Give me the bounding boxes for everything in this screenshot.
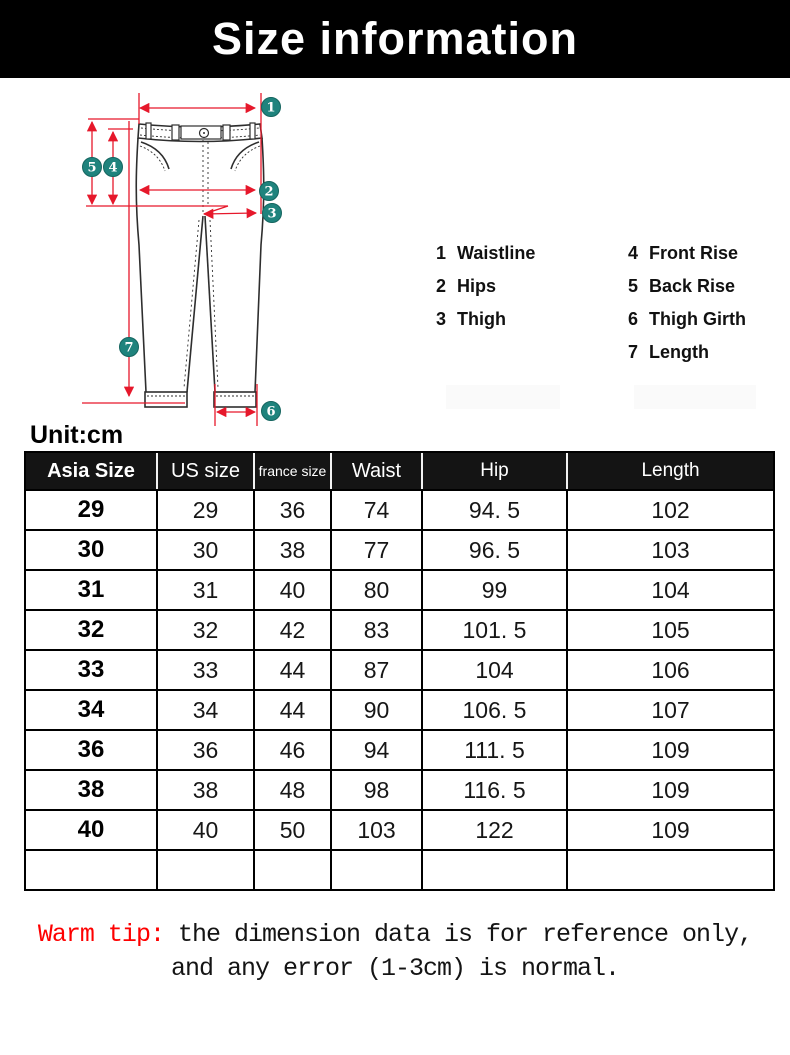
table-cell: 33 — [158, 649, 255, 689]
table-row — [26, 569, 773, 609]
table-cell: 83 — [332, 609, 423, 649]
table-cell — [255, 849, 332, 889]
warm-tip-text1: the dimension data is for reference only, — [177, 920, 753, 949]
svg-text:2: 2 — [264, 184, 274, 200]
table-cell: 29 — [158, 489, 255, 529]
column-header: Hip — [423, 453, 568, 489]
diagram-marker-4 — [104, 158, 123, 177]
table-cell: 103 — [568, 529, 773, 569]
legend-number: 1 — [436, 242, 447, 263]
table-cell: 38 — [158, 769, 255, 809]
table-cell: 99 — [423, 569, 568, 609]
table-cell: 32 — [158, 609, 255, 649]
table-cell: 32 — [26, 609, 158, 649]
column-header: Length — [568, 453, 773, 489]
legend-item-thigh-girth — [628, 309, 746, 329]
svg-text:7: 7 — [124, 340, 134, 356]
table-cell: 33 — [26, 649, 158, 689]
table-cell: 36 — [26, 729, 158, 769]
table-cell: 109 — [568, 769, 773, 809]
table-cell: 104 — [568, 569, 773, 609]
table-cell: 94 — [332, 729, 423, 769]
table-cell: 38 — [26, 769, 158, 809]
table-cell: 74 — [332, 489, 423, 529]
table-row — [26, 649, 773, 689]
table-cell: 36 — [255, 489, 332, 529]
table-cell: 31 — [158, 569, 255, 609]
legend-label: Length — [649, 341, 709, 362]
svg-text:6: 6 — [266, 404, 276, 420]
diagram-marker-3 — [263, 204, 282, 223]
table-cell: 30 — [26, 529, 158, 569]
warm-tip-line2: and any error (1-3cm) is normal. — [170, 954, 620, 983]
legend-number: 5 — [628, 275, 639, 296]
table-row — [26, 609, 773, 649]
table-cell — [26, 849, 158, 889]
table-cell: 77 — [332, 529, 423, 569]
svg-text:1: 1 — [266, 100, 276, 116]
legend-number: 7 — [628, 341, 639, 362]
legend-item-length — [628, 342, 746, 362]
diagram-marker-7 — [120, 338, 139, 357]
table-cell: 103 — [332, 809, 423, 849]
table-cell: 109 — [568, 729, 773, 769]
table-cell: 107 — [568, 689, 773, 729]
legend-item-back-rise — [628, 276, 746, 296]
table-row — [26, 809, 773, 849]
table-cell: 40 — [255, 569, 332, 609]
legend-label: Hips — [457, 275, 497, 296]
table-cell: 30 — [158, 529, 255, 569]
warm-tip — [0, 918, 790, 986]
table-cell: 116. 5 — [423, 769, 568, 809]
svg-text:5: 5 — [87, 160, 97, 176]
table-cell: 94. 5 — [423, 489, 568, 529]
column-header: Asia Size — [26, 453, 158, 489]
svg-text:3: 3 — [267, 206, 277, 222]
table-cell: 29 — [26, 489, 158, 529]
table-row — [26, 769, 773, 809]
legend-item-thigh — [436, 309, 535, 329]
table-cell: 90 — [332, 689, 423, 729]
table-cell: 46 — [255, 729, 332, 769]
pants-measure-diagram — [82, 90, 292, 435]
page-title: Size information — [211, 13, 579, 64]
table-cell: 31 — [26, 569, 158, 609]
faded-watermark-box — [446, 385, 560, 409]
legend-label: Front Rise — [649, 242, 739, 263]
table-cell: 42 — [255, 609, 332, 649]
measurement-arrows — [82, 93, 261, 426]
legend-number: 3 — [436, 308, 447, 329]
table-cell: 106. 5 — [423, 689, 568, 729]
legend-left-column — [436, 243, 535, 342]
table-cell: 48 — [255, 769, 332, 809]
legend-item-front-rise — [628, 243, 746, 263]
table-row — [26, 849, 773, 889]
table-cell: 106 — [568, 649, 773, 689]
table-cell — [423, 849, 568, 889]
table-row — [26, 489, 773, 529]
column-header: US size — [158, 453, 255, 489]
table-row — [26, 729, 773, 769]
table-row — [26, 529, 773, 569]
legend-right-column — [628, 243, 746, 375]
warm-tip-prefix: Warm tip: — [37, 920, 164, 949]
table-cell — [332, 849, 423, 889]
legend-item-hips — [436, 276, 535, 296]
table-row — [26, 689, 773, 729]
table-cell — [158, 849, 255, 889]
legend-label: Waistline — [457, 242, 536, 263]
table-cell: 98 — [332, 769, 423, 809]
size-table — [24, 451, 775, 891]
legend-number: 4 — [628, 242, 639, 263]
column-header: france size — [255, 453, 332, 489]
legend-label: Back Rise — [649, 275, 736, 296]
size-table-header — [26, 453, 773, 489]
legend-item-waistline — [436, 243, 535, 263]
diagram-marker-1 — [262, 98, 281, 117]
diagram-marker-2 — [260, 182, 279, 201]
diagram-marker-5 — [83, 158, 102, 177]
table-cell — [568, 849, 773, 889]
table-cell: 87 — [332, 649, 423, 689]
pants-drawing — [136, 123, 264, 407]
table-cell: 109 — [568, 809, 773, 849]
faded-watermark-box — [634, 385, 756, 409]
table-cell: 104 — [423, 649, 568, 689]
table-cell: 80 — [332, 569, 423, 609]
table-cell: 38 — [255, 529, 332, 569]
table-cell: 44 — [255, 689, 332, 729]
table-cell: 102 — [568, 489, 773, 529]
diagram-marker-6 — [262, 402, 281, 421]
table-cell: 111. 5 — [423, 729, 568, 769]
table-cell: 34 — [158, 689, 255, 729]
svg-text:4: 4 — [108, 160, 118, 176]
legend-label: Thigh — [457, 308, 506, 329]
table-cell: 101. 5 — [423, 609, 568, 649]
legend-label: Thigh Girth — [649, 308, 746, 329]
table-cell: 36 — [158, 729, 255, 769]
unit-label: Unit:cm — [30, 421, 124, 449]
table-cell: 40 — [26, 809, 158, 849]
legend-number: 6 — [628, 308, 639, 329]
warm-tip-line1 — [0, 918, 790, 952]
title-bar — [0, 0, 790, 78]
table-cell: 44 — [255, 649, 332, 689]
table-cell: 122 — [423, 809, 568, 849]
table-cell: 96. 5 — [423, 529, 568, 569]
table-cell: 105 — [568, 609, 773, 649]
table-cell: 40 — [158, 809, 255, 849]
column-header: Waist — [332, 453, 423, 489]
legend-number: 2 — [436, 275, 447, 296]
table-cell: 50 — [255, 809, 332, 849]
table-cell: 34 — [26, 689, 158, 729]
